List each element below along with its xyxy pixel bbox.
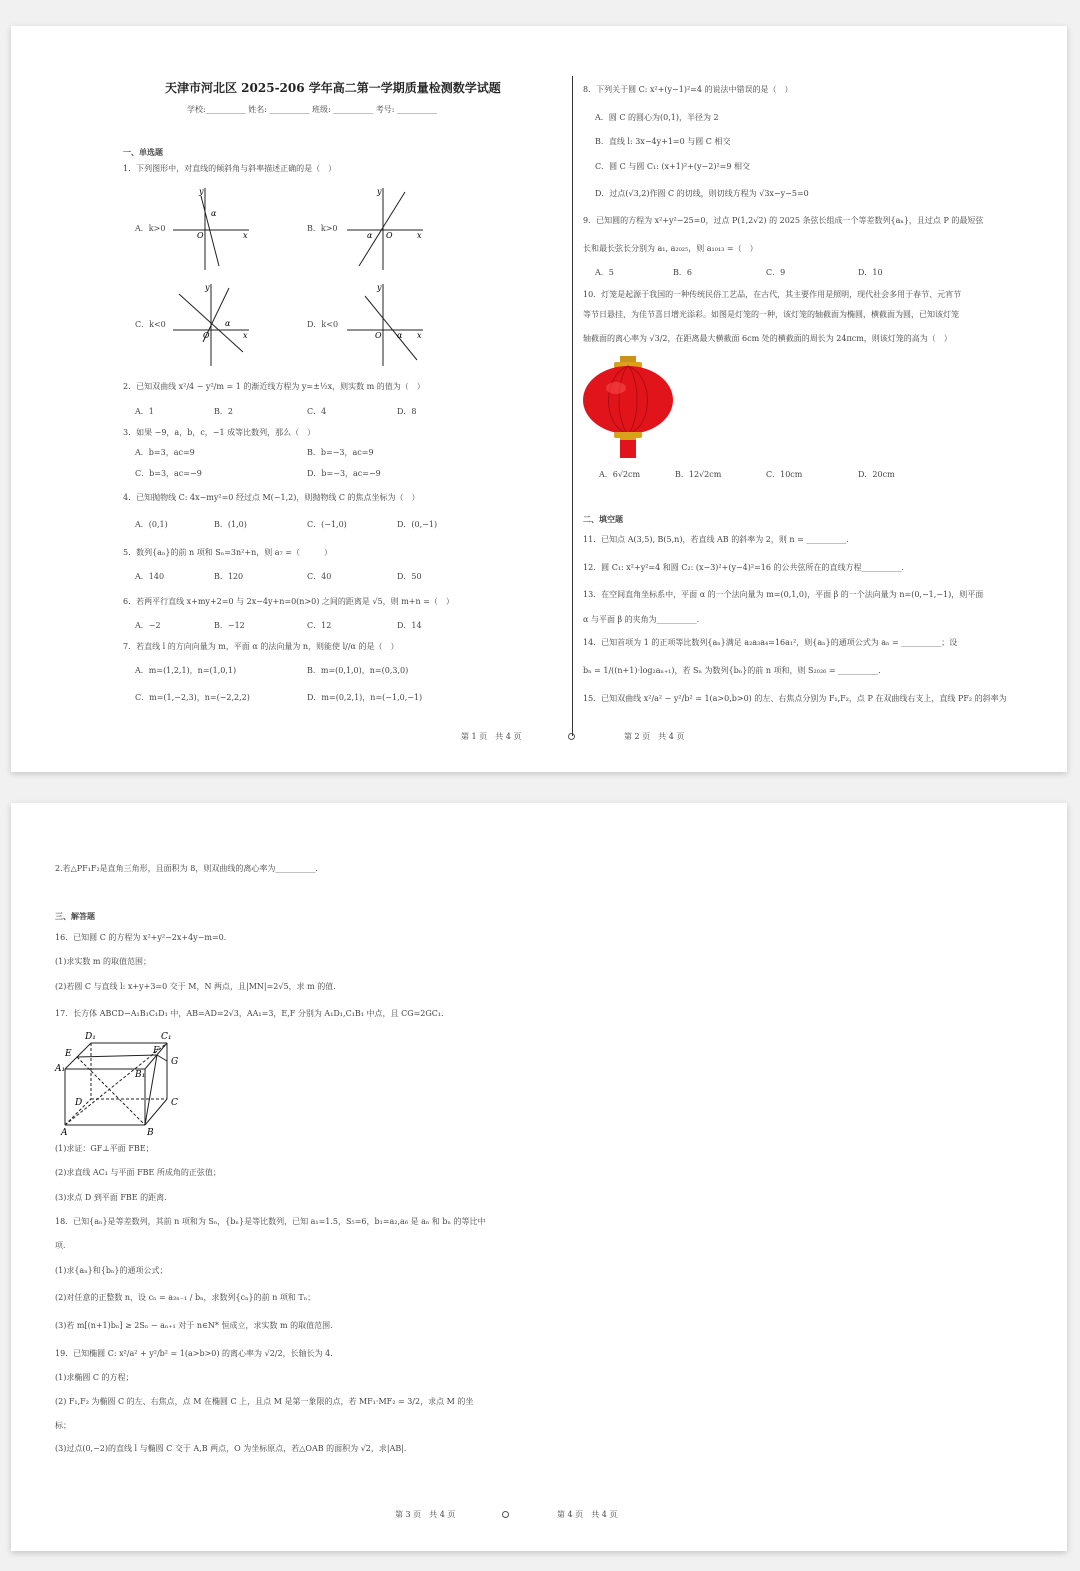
q9-option-b: B．6 [673,268,692,277]
question-13-line-1: 13．在空间直角坐标系中，平面 α 的一个法向量为 m=(0,1,0)，平面 β 的一个法向量为 n=(0,−1,−1)，则平面 [583,590,984,599]
section-fill-blank: 二、填空题 [583,514,623,524]
section-single-choice: 一、单选题 [123,147,163,157]
origin-label: O [197,231,204,240]
question-16: 16．已知圆 C 的方程为 x²+y²−2x+4y−m=0． [55,933,232,942]
student-info-fields: 学校:__________ 姓名: __________ 班级: __________ 考号: __________ [187,105,438,114]
origin-label: O [203,331,210,340]
q9-option-a: A．5 [595,268,614,277]
question-19: 19．已知椭圆 C: x²/a² + y²/b² = 1(a>b>0) 的离心率为 √2/2，长轴长为 4． [55,1349,339,1358]
q4-option-b: B．(1,0) [214,520,247,529]
q1-graph-d [345,282,425,367]
q6-option-d: D．14 [397,621,422,630]
vertex-label: E [65,1049,72,1059]
vertex-label: C₁ [161,1032,172,1042]
q2-option-b: B．2 [214,407,233,416]
angle-label: α [211,209,217,218]
question-17-part-3: (3)求点 D 到平面 FBE 的距离． [55,1193,173,1202]
lantern-image [582,356,674,460]
q10-option-d: D．20cm [858,470,895,479]
column-divider [572,76,573,736]
q8-option-b: B．直线 l: 3x−4y+1=0 与圆 C 相交 [595,137,731,146]
question-19-part-2-line-1: (2) F₁,F₂ 为椭圆 C 的左、右焦点，点 M 在椭圆 C 上，且点 M 是第一象限的点，若 MF₁·MF₂ = 3/2，求点 M 的坐 [55,1397,474,1406]
question-13-line-2: α 与平面 β 的夹角为__________． [583,615,705,624]
question-9-line-1: 9．已知圆的方程为 x²+y²−25=0，过点 P(1,2√2) 的 2025 条弦长组成一个等差数列{aₙ}，且过点 P 的最短弦 [583,216,984,225]
q10-option-b: B．12√2cm [675,470,722,479]
q1-graph-a [171,186,251,271]
question-14-line-1: 14．已知首项为 1 的正项等比数列{aₙ}满足 a₂a₃a₄=16a₁²，则{aₙ}的通项公式为 aₙ = __________；设 [583,638,958,647]
angle-label: α [225,319,231,328]
question-4: 4．已知抛物线 C: 4x−my²=0 经过点 M(−1,2)，则抛物线 C 的焦点坐标为（ ） [123,493,420,502]
question-18-line-2: 项． [55,1241,71,1250]
question-16-part-2: (2)若圆 C 与直线 l: x+y+3=0 交于 M，N 两点，且|MN|=2√5，求 m 的值． [55,982,342,991]
exam-page-1-2 [11,26,1067,772]
question-15-continued: 2.若△PF₁F₂是直角三角形，且面积为 8，则双曲线的离心率为__________． [55,864,324,873]
vertex-label: D [75,1098,83,1108]
question-10-line-2: 等节日悬挂，为佳节喜日增光添彩。如图是灯笼的一种，该灯笼的轴截面为椭圆，横截面为圆，已知该灯笼 [583,310,959,319]
q10-option-a: A．6√2cm [599,470,641,479]
question-8: 8．下列关于圆 C: x²+(y−1)²=4 的说法中错误的是（ ） [583,85,793,94]
vertex-label: D₁ [85,1032,96,1042]
question-18-part-2: (2)对任意的正整数 n，设 cₙ = a₂ₙ₋₁ / bₙ，求数列{cₙ}的前 n 项和 Tₙ； [55,1293,316,1302]
question-3: 3．如果 −9，a，b，c，−1 成等比数列，那么（ ） [123,428,316,437]
q6-option-a: A．−2 [135,621,161,630]
question-12: 12．圆 C₁: x²+y²=4 和圆 C₂: (x−3)²+(y−4)²=16 的公共弦所在的直线方程__________． [583,563,910,572]
cuboid-figure [55,1029,185,1138]
question-14-line-2: bₙ = 1/((n+1)·log₂aₙ₊₁)，若 Sₙ 为数列{bₙ}的前 n 项和，则 S₂₀₂₆ = __________． [583,666,887,675]
vertex-label: B₁ [135,1070,146,1080]
q8-option-c: C．圆 C 与圆 C₁: (x+1)²+(y−2)²=9 相交 [595,162,750,171]
y-axis-label: y [377,187,382,196]
exam-page-3-4 [11,803,1067,1551]
question-19-part-3: (3)过点(0,−2)的直线 l 与椭圆 C 交于 A,B 两点，O 为坐标原点，若△OAB 的面积为 √2，求|AB|． [55,1444,412,1453]
section-answer: 三、解答题 [55,911,95,921]
y-axis-label: y [199,187,204,196]
angle-label: α [367,231,373,240]
q6-option-b: B．−12 [214,621,245,630]
question-18-part-1: (1)求{aₙ}和{bₙ}的通项公式； [55,1266,168,1275]
x-axis-label: x [417,231,422,240]
vertex-label: A [61,1128,68,1138]
y-axis-label: y [205,283,210,292]
q3-option-d: D．b=−3，ac=−9 [307,469,381,478]
question-10-line-3: 轴截面的离心率为 √3/2，在距离最大横截面 6cm 处的横截面的周长为 24πcm，则该灯笼的高为（ ） [583,334,952,343]
question-6: 6．若两平行直线 x+my+2=0 与 2x−4y+n=0(n>0) 之间的距离是 √5，则 m+n =（ ） [123,597,454,606]
question-18-line-1: 18．已知{aₙ}是等差数列，其前 n 项和为 Sₙ，{bₙ}是等比数列，已知 a₁=1.5，S₅=6，b₁=a₂,a₆ 是 aₙ 和 bₙ 的等比中 [55,1217,486,1226]
q3-option-b: B．b=−3，ac=9 [307,448,374,457]
question-10-line-1: 10．灯笼是起源于我国的一种传统民俗工艺品，在古代，其主要作用是照明，现代社会多用于春节、元宵节 [583,290,962,299]
q10-option-c: C．10cm [766,470,803,479]
vertex-label: F [153,1046,160,1056]
question-17-part-1: (1)求证：GF⊥平面 FBE； [55,1144,154,1153]
q1-option-d: D．k<0 [307,320,339,329]
q3-option-a: A．b=3，ac=9 [135,448,195,457]
q5-option-d: D．50 [397,572,422,581]
q1-option-a: A．k>0 [135,224,166,233]
origin-label: O [375,331,382,340]
y-axis-label: y [377,283,382,292]
q4-option-c: C．(−1,0) [307,520,347,529]
circle-marker-icon [502,1511,509,1518]
question-1: 1．下列图形中，对直线的倾斜角与斜率描述正确的是（ ） [123,164,337,173]
page-footer-1: 第 1 页 共 4 页 [461,732,522,741]
q5-option-b: B．120 [214,572,244,581]
q2-option-d: D．8 [397,407,417,416]
origin-label: O [386,231,393,240]
q1-option-c: C．k<0 [135,320,166,329]
q4-option-d: D．(0,−1) [397,520,438,529]
q6-option-c: C．12 [307,621,332,630]
x-axis-label: x [417,331,422,340]
question-16-part-1: (1)求实数 m 的取值范围； [55,957,152,966]
vertex-label: C [171,1098,178,1108]
q4-option-a: A．(0,1) [135,520,168,529]
exam-title: 天津市河北区 2025-206 学年高二第一学期质量检测数学试题 [165,81,501,95]
q7-option-a: A．m=(1,2,1)，n=(1,0,1) [135,666,237,675]
q5-option-c: C．40 [307,572,332,581]
question-7: 7．若直线 l 的方向向量为 m，平面 α 的法向量为 n，则能使 l//α 的是（ ） [123,642,399,651]
q5-option-a: A．140 [135,572,165,581]
question-19-part-1: (1)求椭圆 C 的方程； [55,1373,134,1382]
question-18-part-3: (3)若 m[(n+1)bₙ] ≥ 2Sₙ − aₙ₊₁ 对于 n∈N* 恒成立，求实数 m 的取值范围． [55,1321,339,1330]
question-11: 11．已知点 A(3,5), B(5,n)，若直线 AB 的斜率为 2，则 n = __________． [583,535,855,544]
vertex-label: A₁ [55,1064,66,1074]
circle-marker-icon [568,733,575,740]
q9-option-c: C．9 [766,268,786,277]
q1-graph-c [171,282,251,367]
q2-option-a: A．1 [135,407,154,416]
page-footer-3: 第 3 页 共 4 页 [395,1510,456,1519]
q2-option-c: C．4 [307,407,327,416]
question-9-line-2: 长和最长弦长分别为 a₁, a₂₀₂₅，则 a₁₀₁₃ =（ ） [583,244,758,253]
q7-option-c: C．m=(1,−2,3)，n=(−2,2,2) [135,693,250,702]
q8-option-a: A．圆 C 的圆心为(0,1)，半径为 2 [595,113,719,122]
q7-option-d: D．m=(0,2,1)，n=(−1,0,−1) [307,693,423,702]
question-15: 15．已知双曲线 x²/a² − y²/b² = 1(a>0,b>0) 的左、右焦点分别为 F₁,F₂，点 P 在双曲线右支上，直线 PF₂ 的斜率为 [583,694,1007,703]
question-5: 5．数列{aₙ}的前 n 项和 Sₙ=3n²+n，则 a₇ =（ ） [123,548,332,557]
question-2: 2．已知双曲线 x²/4 − y²/m = 1 的渐近线方程为 y=±½x，则实数 m 的值为（ ） [123,382,425,391]
angle-label: α [397,331,403,340]
q1-option-b: B．k>0 [307,224,338,233]
q3-option-c: C．b=3，ac=−9 [135,469,202,478]
question-17-part-2: (2)求直线 AC₁ 与平面 FBE 所成角的正弦值； [55,1168,221,1177]
q7-option-b: B．m=(0,1,0)，n=(0,3,0) [307,666,409,675]
x-axis-label: x [243,331,248,340]
question-19-part-2-line-2: 标； [55,1421,71,1430]
vertex-label: B [147,1128,154,1138]
question-17: 17．长方体 ABCD−A₁B₁C₁D₁ 中，AB=AD=2√3，AA₁=3，E,F 分别为 A₁D₁,C₁B₁ 中点，且 CG=2GC₁． [55,1009,450,1018]
vertex-label: G [171,1057,179,1067]
q1-graph-b [345,186,425,271]
page-footer-4: 第 4 页 共 4 页 [557,1510,618,1519]
q8-option-d: D．过点(√3,2)作圆 C 的切线，则切线方程为 √3x−y−5=0 [595,189,809,198]
x-axis-label: x [243,231,248,240]
q9-option-d: D．10 [858,268,883,277]
page-footer-2: 第 2 页 共 4 页 [624,732,685,741]
